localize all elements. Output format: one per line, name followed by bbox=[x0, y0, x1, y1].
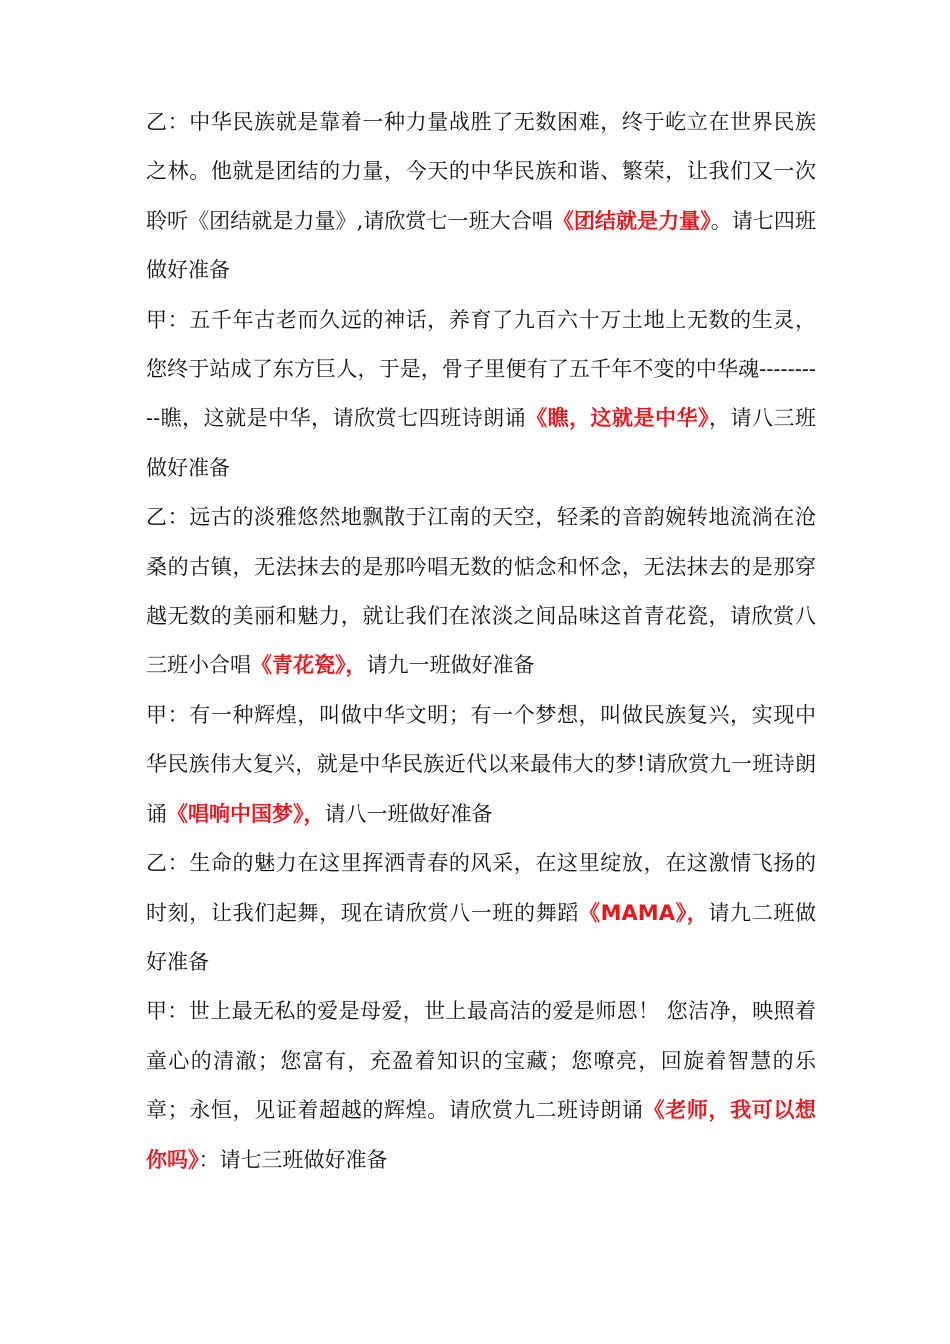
script-paragraph-5 bbox=[146, 839, 816, 987]
paragraph-text: 乙：生命的魅力在这里挥洒青春的风采，在这里绽放，在这激情飞扬的时刻，让我们起舞，现在请欣赏八一班的舞蹈 bbox=[146, 851, 816, 925]
program-title: 《瞧，这就是中华》 bbox=[526, 406, 710, 431]
program-title: 《老师，我可以想你吗》 bbox=[146, 1098, 817, 1172]
script-paragraph-4 bbox=[146, 691, 816, 839]
paragraph-text: 请九二班做好准备 bbox=[146, 900, 817, 974]
program-title: 《MAMA》， bbox=[579, 900, 709, 925]
paragraph-text: 乙：远古的淡雅悠然地飘散于江南的天空，轻柔的音韵婉转地流淌在沧桑的古镇，无法抹去的是那吟唱无数的惦念和怀念，无法抹去的是那穿越无数的美丽和魅力，就让我们在浓淡之间品味这首青花瓷，请欣赏八三班小合唱 bbox=[146, 505, 816, 678]
script-paragraph-6 bbox=[146, 987, 816, 1185]
document-body bbox=[146, 98, 816, 1185]
paragraph-text: 请九一班做好准备 bbox=[366, 653, 535, 678]
program-title: 《团结就是力量》 bbox=[552, 208, 711, 233]
program-title: 《唱响中国梦》， bbox=[167, 801, 325, 826]
paragraph-text: 甲：五千年古老而久远的神话，养育了九百六十万土地上无数的生灵，您终于站成了东方巨人，于是，骨子里便有了五千年不变的中华魂----------瞧，这就是中华，请欣赏七四班诗朗诵 bbox=[146, 307, 816, 431]
paragraph-text: 请八一班做好准备 bbox=[324, 801, 493, 826]
paragraph-text: 。请七四班做好准备 bbox=[146, 208, 816, 283]
script-paragraph-3 bbox=[146, 493, 816, 691]
program-title: 《青花瓷》， bbox=[251, 653, 367, 678]
paragraph-text: 甲：有一种辉煌，叫做中华文明；有一个梦想，叫做民族复兴，实现中华民族伟大复兴，就是中华民族近代以来最伟大的梦!请欣赏九一班诗朗诵 bbox=[146, 702, 816, 826]
paragraph-text: 乙：中华民族就是靠着一种力量战胜了无数困难，终于屹立在世界民族之林。他就是团结的力量，今天的中华民族和谐、繁荣，让我们又一次聆听《团结就是力量》,请欣赏七一班大合唱 bbox=[146, 110, 816, 233]
paragraph-text: ，请八三班做好准备 bbox=[146, 406, 817, 480]
script-paragraph-1 bbox=[146, 98, 816, 296]
paragraph-text: ：请七三班做好准备 bbox=[198, 1147, 388, 1172]
script-paragraph-2 bbox=[146, 296, 816, 494]
paragraph-text: 甲：世上最无私的爱是母爱，世上最高洁的爱是师恩！ 您洁净，映照着童心的清澈；您富有，充盈着知识的宝藏；您嘹亮，回旋着智慧的乐章；永恒，见证着超越的辉煌。请欣赏九二班诗朗诵 bbox=[146, 999, 816, 1123]
